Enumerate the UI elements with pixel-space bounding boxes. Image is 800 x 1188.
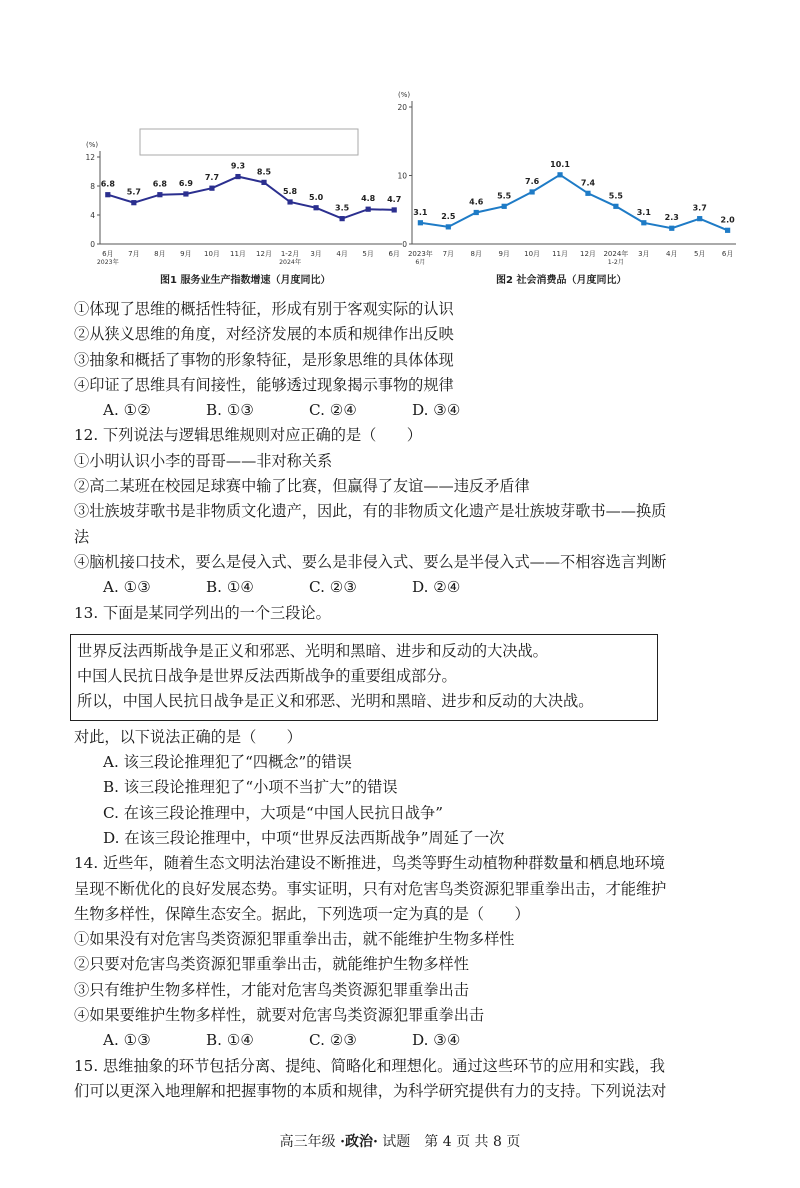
x-tick-label: 6月: [388, 250, 400, 258]
x-tick-label: 4月: [336, 250, 348, 258]
data-point: [313, 205, 318, 210]
data-label: 2.3: [664, 213, 679, 223]
x-tick-label: 2024年: [603, 250, 629, 258]
data-label: 4.8: [361, 194, 376, 204]
x-tick-label: 1-2月: [280, 250, 300, 258]
data-label: 9.3: [230, 161, 246, 171]
q15-stem: 们可以更深入地理解和把握事物的本质和规律，为科学研究提供有力的支持。下列说法对: [74, 1081, 667, 1100]
data-label: 5.5: [497, 191, 512, 201]
y-unit-label: (%): [398, 91, 411, 99]
chart2-svg: [396, 90, 746, 290]
data-point: [105, 192, 110, 197]
data-point: [157, 192, 162, 197]
data-label: 5.5: [608, 191, 623, 201]
x-tick-label: 5月: [362, 250, 374, 258]
x-tick-label: 6月: [721, 250, 734, 258]
x-tick-label: 4月: [666, 250, 678, 258]
q11-choices: [74, 398, 744, 423]
q13-ask: 对此，以下说法正确的是（ ）: [74, 727, 302, 746]
x-tick-label: 11月: [552, 250, 568, 258]
q12-stem: 12. 下列说法与逻辑思维规则对应正确的是（ ）: [74, 426, 422, 445]
x-tick-label: 10月: [203, 250, 220, 258]
data-point: [697, 216, 702, 221]
q11-option: ④印证了思维具有间接性，能够透过现象揭示事物的规律: [74, 375, 454, 394]
data-point: [418, 220, 423, 225]
data-point: [235, 174, 240, 179]
page-footer: 高三年级 ·政治· 试题 第 4 页 共 8 页: [279, 1134, 521, 1150]
q12-item: ②高二某班在校园足球赛中输了比赛，但赢得了友谊——违反矛盾律: [74, 477, 530, 496]
q14-stem: 生物多样性，保障生态安全。据此，下列选项一定为真的是（ ）: [74, 904, 530, 923]
x-tick-label: 7月: [442, 250, 455, 258]
data-point: [530, 189, 535, 194]
chart-service-index: [84, 90, 409, 290]
data-point: [557, 172, 562, 177]
charts-area: [84, 90, 744, 290]
y-unit-label: (%): [86, 141, 99, 149]
data-label: 3.7: [692, 203, 707, 213]
x-tick-label: 9月: [180, 250, 192, 258]
syllogism-major: 世界反法西斯战争是正义和邪恶、光明和黑暗、进步和反动的大决战。: [77, 641, 548, 660]
data-label: 4.7: [387, 194, 402, 204]
syllogism-conclusion: 所以，中国人民抗日战争是正义和邪恶、光明和黑暗、进步和反动的大决战。: [77, 692, 594, 711]
choice-b: B. ①④: [206, 1031, 255, 1050]
x-tick-label: 8月: [154, 250, 166, 258]
q15-stem: 15. 思维抽象的环节包括分离、提纯、简略化和理想化。通过这些环节的应用和实践，我: [74, 1056, 665, 1075]
series-line: [420, 175, 727, 231]
data-label: 2.0: [720, 215, 735, 225]
data-point: [446, 224, 451, 229]
x-tick-label: 3月: [638, 250, 650, 258]
data-label: 3.1: [636, 207, 651, 217]
q14-choices: [74, 1028, 744, 1053]
x-tick-label: 1-2月: [607, 259, 625, 266]
y-tick-label: 8: [90, 182, 95, 191]
data-point: [502, 204, 507, 209]
choice-a: A. ①③: [103, 1031, 151, 1050]
data-label: 5.7: [126, 187, 141, 197]
q11-option: ③抽象和概括了事物的形象特征，是形象思维的具体体现: [74, 350, 454, 369]
choice-d: D. ②④: [412, 578, 461, 597]
chart2-caption: 图2 社会消费品（月度同比）: [496, 275, 627, 286]
syllogism-minor: 中国人民抗日战争是世界反法西斯战争的重要组成部分。: [77, 667, 457, 686]
data-label: 7.4: [580, 178, 596, 188]
data-label: 6.8: [100, 179, 115, 189]
choice-d: D. ③④: [412, 1031, 461, 1050]
syllogism-box: [70, 634, 658, 721]
q14-stem: 14. 近些年，随着生态文明法治建设不断推进，鸟类等野生动植物种群数量和栖息地环境: [74, 854, 665, 873]
q13-stem: 13. 下面是某同学列出的一个三段论。: [74, 603, 331, 622]
q13-option-d: D. 在该三段论推理中，中项“世界反法西斯战争”周延了一次: [103, 828, 505, 847]
data-label: 4.6: [469, 197, 484, 207]
footer-page: 试题 第 4 页 共 8 页: [382, 1134, 521, 1150]
q12-item: ④脑机接口技术，要么是侵入式、要么是非侵入式、要么是半侵入式——不相容选言判断: [74, 552, 667, 571]
q14-item: ③只有维护生物多样性，才能对危害鸟类资源犯罪重拳出击: [74, 980, 469, 999]
y-tick-label: 20: [397, 103, 407, 112]
data-point: [261, 180, 266, 185]
data-point: [474, 210, 479, 215]
data-label: 7.7: [204, 173, 220, 183]
q14-stem: 呈现不断优化的良好发展态势。事实证明，只有对危害鸟类资源犯罪重拳出击，才能维护: [74, 879, 667, 898]
data-point: [669, 226, 674, 231]
choice-d: D. ③④: [412, 401, 461, 420]
y-tick-label: 4: [90, 211, 95, 220]
x-tick-label: 12月: [256, 250, 272, 258]
q12-item: ③壮族坡芽歌书是非物质文化遗产，因此，有的非物质文化遗产是壮族坡芽歌书——换质: [74, 502, 667, 521]
choice-c: C. ②③: [309, 1031, 357, 1050]
data-label: 5.0: [309, 192, 324, 202]
data-point: [366, 207, 371, 212]
q11-option: ②从狭义思维的角度，对经济发展的本质和规律作出反映: [74, 325, 454, 344]
data-point: [725, 228, 730, 233]
y-tick-label: 12: [85, 153, 95, 162]
x-tick-label: 9月: [498, 250, 510, 258]
choice-a: A. ①②: [103, 401, 151, 420]
x-tick-label: 12月: [580, 250, 596, 258]
data-point: [585, 191, 590, 196]
y-tick-label: 0: [402, 240, 407, 249]
data-point: [641, 220, 646, 225]
x-tick-label: 6月: [415, 259, 426, 266]
x-tick-label: 7月: [128, 250, 140, 258]
choice-c: C. ②④: [309, 401, 357, 420]
data-label: 2.5: [441, 211, 456, 221]
q14-item: ①如果没有对危害鸟类资源犯罪重拳出击，就不能维护生物多样性: [74, 930, 515, 949]
x-tick-label: 8月: [470, 250, 482, 258]
x-tick-label: 2024年: [279, 259, 302, 266]
x-tick-label: 2023年: [407, 250, 433, 258]
data-label: 3.5: [335, 203, 350, 213]
footer-grade: 高三年级: [279, 1134, 336, 1150]
question-text: [74, 297, 744, 1104]
q13-option-b: B. 该三段论推理犯了“小项不当扩大”的错误: [103, 778, 398, 797]
q12-item: ①小明认识小李的哥哥——非对称关系: [74, 451, 333, 470]
x-tick-label: 5月: [693, 250, 706, 258]
data-label: 8.5: [256, 167, 272, 177]
choice-c: C. ②③: [309, 578, 357, 597]
chart-retail-sales: [396, 90, 746, 290]
y-tick-label: 10: [397, 171, 407, 181]
q12-item: 法: [74, 527, 90, 546]
data-label: 7.6: [525, 176, 540, 186]
choice-a: A. ①③: [103, 578, 151, 597]
x-tick-label: 6月: [102, 250, 114, 258]
chart1-caption: 图1 服务业生产指数增速（月度同比）: [160, 275, 331, 286]
series-line: [108, 177, 394, 219]
data-point: [613, 204, 618, 209]
data-label: 10.1: [550, 159, 570, 169]
q14-item: ②只要对危害鸟类资源犯罪重拳出击，就能维护生物多样性: [74, 955, 469, 974]
data-label: 3.1: [413, 207, 428, 217]
data-label: 5.8: [282, 186, 298, 196]
q12-choices: [74, 575, 744, 600]
data-label: 6.8: [152, 179, 167, 189]
chart1-svg: [84, 90, 409, 290]
data-label: 6.9: [178, 178, 193, 188]
x-tick-label: 10月: [524, 250, 541, 258]
q14-item: ④如果要维护生物多样性，就要对危害鸟类资源犯罪重拳出击: [74, 1006, 485, 1025]
legend-frame: [140, 129, 358, 155]
x-tick-label: 2023年: [96, 259, 119, 266]
choice-b: B. ①④: [206, 578, 255, 597]
choice-b: B. ①③: [206, 401, 255, 420]
q13-option-a: A. 该三段论推理犯了“四概念”的错误: [103, 753, 352, 772]
data-point: [183, 191, 188, 196]
footer-subject: 政治: [344, 1134, 373, 1150]
data-point: [340, 216, 345, 221]
data-point: [131, 200, 136, 205]
q11-option: ①体现了思维的概括性特征，形成有别于客观实际的认识: [74, 300, 454, 318]
x-tick-label: 3月: [310, 250, 322, 258]
q13-option-c: C. 在该三段论推理中，大项是“中国人民抗日战争”: [103, 803, 444, 822]
y-tick-label: 0: [90, 240, 95, 249]
data-point: [287, 199, 292, 204]
data-point: [209, 186, 214, 191]
x-tick-label: 11月: [230, 250, 246, 258]
